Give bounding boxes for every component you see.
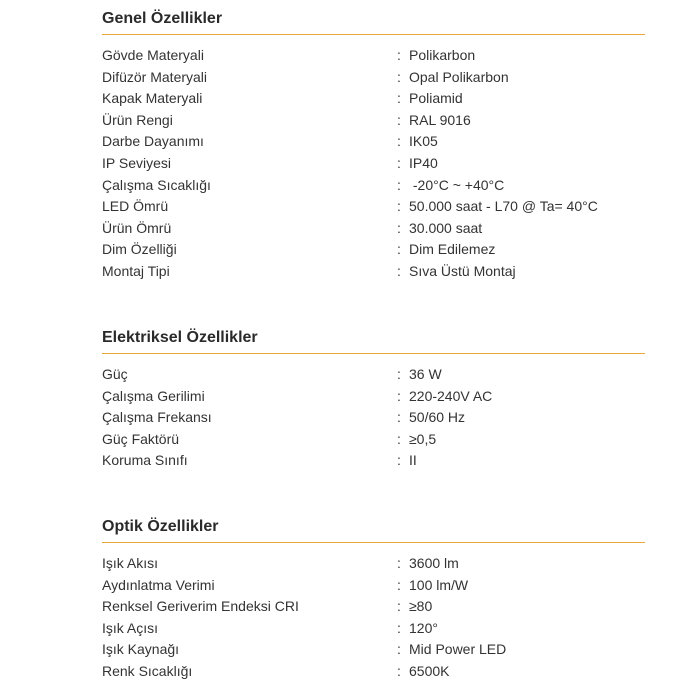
spec-value: 220-240V AC: [409, 387, 493, 404]
spec-label: Dim Özelliği: [102, 241, 177, 258]
spec-separator: :: [397, 111, 401, 128]
spec-separator: :: [397, 387, 401, 404]
spec-row: [102, 553, 645, 575]
spec-row: [102, 239, 645, 261]
spec-label: Işık Açısı: [102, 619, 159, 636]
spec-separator: :: [397, 241, 401, 258]
spec-value: Sıva Üstü Montaj: [409, 262, 516, 279]
spec-label: Ürün Rengi: [102, 111, 173, 128]
spec-list: [102, 45, 645, 283]
spec-separator: :: [397, 219, 401, 236]
spec-row: [102, 131, 645, 153]
spec-separator: :: [397, 662, 401, 679]
spec-row: [102, 110, 645, 132]
spec-row: [102, 364, 645, 386]
spec-label: Çalışma Frekansı: [102, 409, 212, 426]
spec-separator: :: [397, 430, 401, 447]
spec-separator: :: [397, 176, 401, 193]
spec-label: Renksel Geriverim Endeksi CRI: [102, 598, 299, 615]
spec-row: [102, 386, 645, 408]
spec-value: 30.000 saat: [409, 219, 483, 236]
spec-label: Çalışma Gerilimi: [102, 387, 205, 404]
spec-value: -20°C ~ +40°C: [409, 176, 505, 193]
section-title: Genel Özellikler: [102, 10, 223, 27]
spec-separator: :: [397, 198, 401, 215]
spec-value: Opal Polikarbon: [409, 68, 509, 85]
spec-value: IK05: [409, 133, 438, 150]
spec-value: II: [409, 452, 417, 469]
spec-value: RAL 9016: [409, 111, 471, 128]
spec-row: [102, 639, 645, 661]
section-general-features: [102, 8, 645, 283]
spec-value: 6500K: [409, 662, 450, 679]
section-divider: [102, 542, 645, 543]
spec-value: 50.000 saat - L70 @ Ta= 40°C: [409, 198, 598, 215]
spec-label: Aydınlatma Verimi: [102, 576, 215, 593]
spec-label: Ürün Ömrü: [102, 219, 172, 236]
spec-label: Difüzör Materyali: [102, 68, 208, 85]
spec-separator: :: [397, 641, 401, 658]
spec-value: 120°: [409, 619, 438, 636]
spec-separator: :: [397, 262, 401, 279]
section-electrical-features: [102, 327, 645, 472]
spec-separator: :: [397, 409, 401, 426]
spec-separator: :: [397, 452, 401, 469]
spec-row: [102, 429, 645, 451]
spec-row: [102, 45, 645, 67]
spec-value: ≥0,5: [409, 430, 437, 447]
spec-list: [102, 553, 645, 683]
spec-label: Renk Sıcaklığı: [102, 662, 193, 679]
spec-row: [102, 67, 645, 89]
spec-separator: :: [397, 555, 401, 571]
spec-value: Dim Edilemez: [409, 241, 496, 258]
spec-separator: :: [397, 154, 401, 171]
spec-list: [102, 364, 645, 472]
spec-label: Işık Akısı: [102, 555, 159, 571]
spec-value: ≥80: [409, 598, 433, 615]
spec-separator: :: [397, 133, 401, 150]
spec-value: Polikarbon: [409, 47, 476, 63]
spec-separator: :: [397, 90, 401, 107]
section-title: Optik Özellikler: [102, 518, 219, 535]
spec-row: [102, 618, 645, 640]
spec-row: [102, 450, 645, 472]
spec-row: [102, 218, 645, 240]
spec-row: [102, 575, 645, 597]
spec-label: Güç Faktörü: [102, 430, 180, 447]
spec-value: 36 W: [409, 366, 442, 382]
spec-row: [102, 175, 645, 197]
spec-separator: :: [397, 366, 401, 382]
section-divider: [102, 353, 645, 354]
spec-row: [102, 153, 645, 175]
spec-label: IP Seviyesi: [102, 154, 171, 171]
spec-row: [102, 88, 645, 110]
spec-separator: :: [397, 619, 401, 636]
spec-label: LED Ömrü: [102, 198, 169, 215]
spec-label: Güç: [102, 366, 128, 382]
spec-label: Kapak Materyali: [102, 90, 203, 107]
spec-row: [102, 596, 645, 618]
spec-label: Montaj Tipi: [102, 262, 170, 279]
spec-value: 3600 lm: [409, 555, 459, 571]
spec-value: IP40: [409, 154, 438, 171]
spec-label: Çalışma Sıcaklığı: [102, 176, 211, 193]
spec-separator: :: [397, 576, 401, 593]
spec-label: Koruma Sınıfı: [102, 452, 188, 469]
spec-label: Darbe Dayanımı: [102, 133, 204, 150]
spec-label: Işık Kaynağı: [102, 641, 180, 658]
section-title: Elektriksel Özellikler: [102, 329, 258, 346]
section-divider: [102, 34, 645, 35]
spec-row: [102, 261, 645, 283]
spec-label: Gövde Materyali: [102, 47, 204, 63]
section-optical-features: [102, 516, 645, 683]
spec-separator: :: [397, 47, 401, 63]
spec-row: [102, 661, 645, 683]
spec-value: 100 lm/W: [409, 576, 469, 593]
spec-value: Mid Power LED: [409, 641, 507, 658]
spec-row: [102, 407, 645, 429]
spec-separator: :: [397, 598, 401, 615]
spec-value: Poliamid: [409, 90, 463, 107]
spec-separator: :: [397, 68, 401, 85]
spec-row: [102, 196, 645, 218]
spec-value: 50/60 Hz: [409, 409, 466, 426]
